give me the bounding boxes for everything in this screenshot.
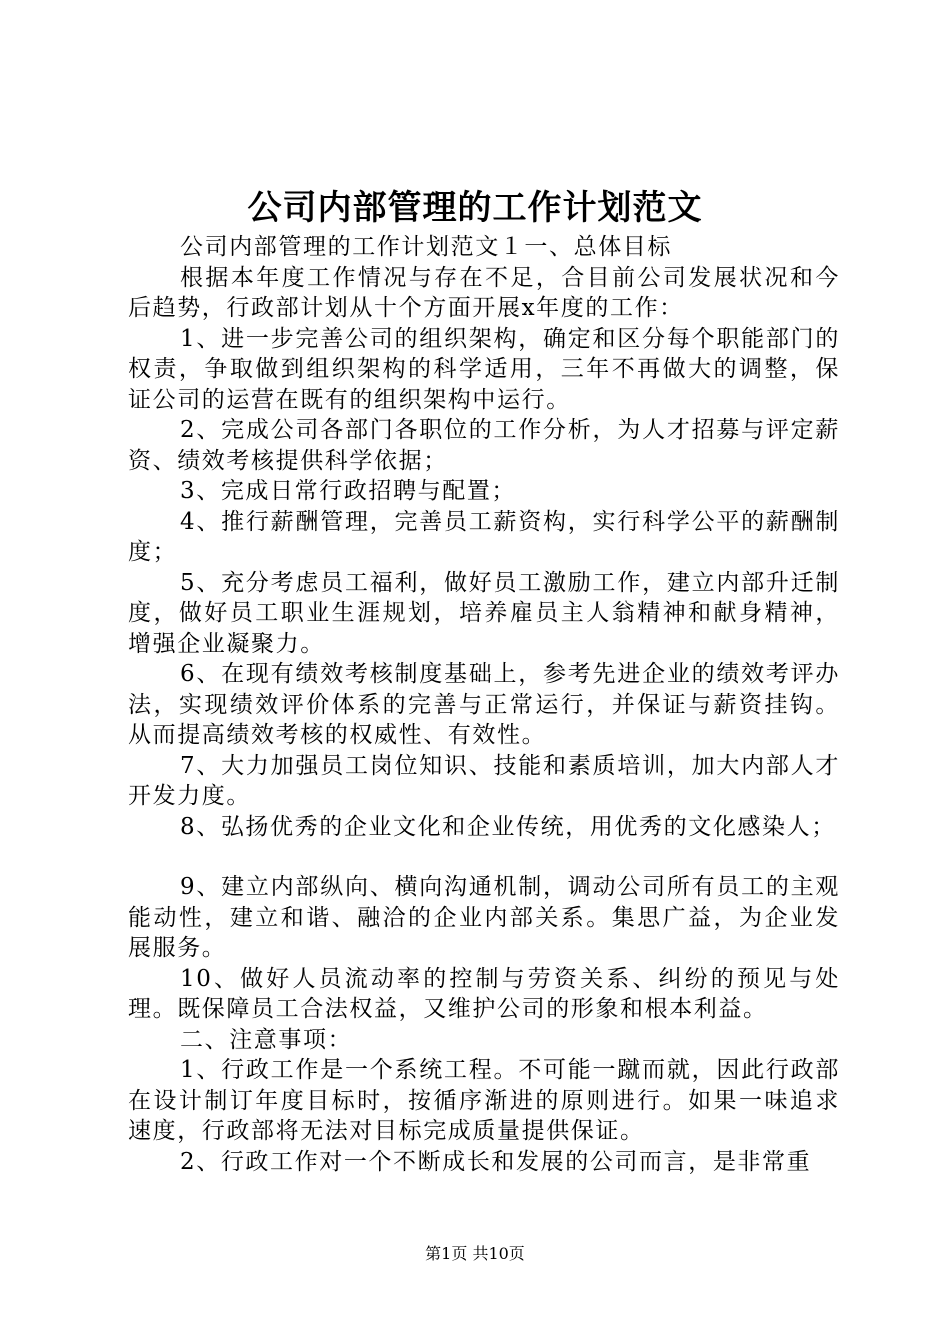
paragraph-item-4: 4、推行薪酬管理，完善员工薪资构，实行科学公平的薪酬制度； (128, 508, 840, 565)
paragraph-note-1: 1、行政工作是一个系统工程。不可能一蹴而就，因此行政部在设计制订年度目标时，按循序渐进的原则进行。如果一味追求速度，行政部将无法对目标完成质量提供保证。 (128, 1057, 840, 1144)
paragraph-item-3: 3、完成日常行政招聘与配置； (180, 478, 517, 504)
document-body (128, 232, 840, 1177)
paragraph-item-10: 10、做好人员流动率的控制与劳资关系、纠纷的预见与处理。既保障员工合法权益，又维护公司的形象和根本利益。 (128, 965, 840, 1022)
paragraph-item-5: 5、充分考虑员工福利，做好员工激励工作，建立内部升迁制度，做好员工职业生涯规划，培养雇员主人翁精神和献身精神，增强企业凝聚力。 (128, 569, 840, 657)
document-title: 公司内部管理的工作计划范文 (247, 188, 703, 228)
paragraph-item-2: 2、完成公司各部门各职位的工作分析，为人才招募与评定薪资、绩效考核提供科学依据； (128, 417, 840, 474)
paragraph-overview: 根据本年度工作情况与存在不足，合目前公司发展状况和今后趋势，行政部计划从十个方面开展x年度的工作： (128, 264, 840, 321)
paragraph-note-2: 2、行政工作对一个不断成长和发展的公司而言，是非常重 (180, 1148, 812, 1175)
page-number-footer: 第1页 共10页 (425, 1244, 525, 1263)
paragraph-item-9: 9、建立内部纵向、横向沟通机制，调动公司所有员工的主观能动性，建立和谐、融洽的企业内部关系。集思广益，为企业发展服务。 (128, 874, 840, 961)
paragraph-intro: 公司内部管理的工作计划范文１一、总体目标 (180, 234, 672, 260)
section-heading-notes: 二、注意事项： (180, 1026, 353, 1053)
paragraph-item-8: 8、弘扬优秀的企业文化和企业传统，用优秀的文化感染人； (180, 813, 836, 840)
paragraph-item-6: 6、在现有绩效考核制度基础上，参考先进企业的绩效考评办法，实现绩效评价体系的完善与正常运行，并保证与薪资挂钩。从而提高绩效考核的权威性、有效性。 (128, 661, 840, 748)
paragraph-item-7: 7、大力加强员工岗位知识、技能和素质培训，加大内部人才开发力度。 (128, 752, 840, 809)
paragraph-item-1: 1、进一步完善公司的组织架构，确定和区分每个职能部门的权责，争取做到组织架构的科学适用，三年不再做大的调整，保证公司的运营在既有的组织架构中运行。 (128, 325, 840, 413)
